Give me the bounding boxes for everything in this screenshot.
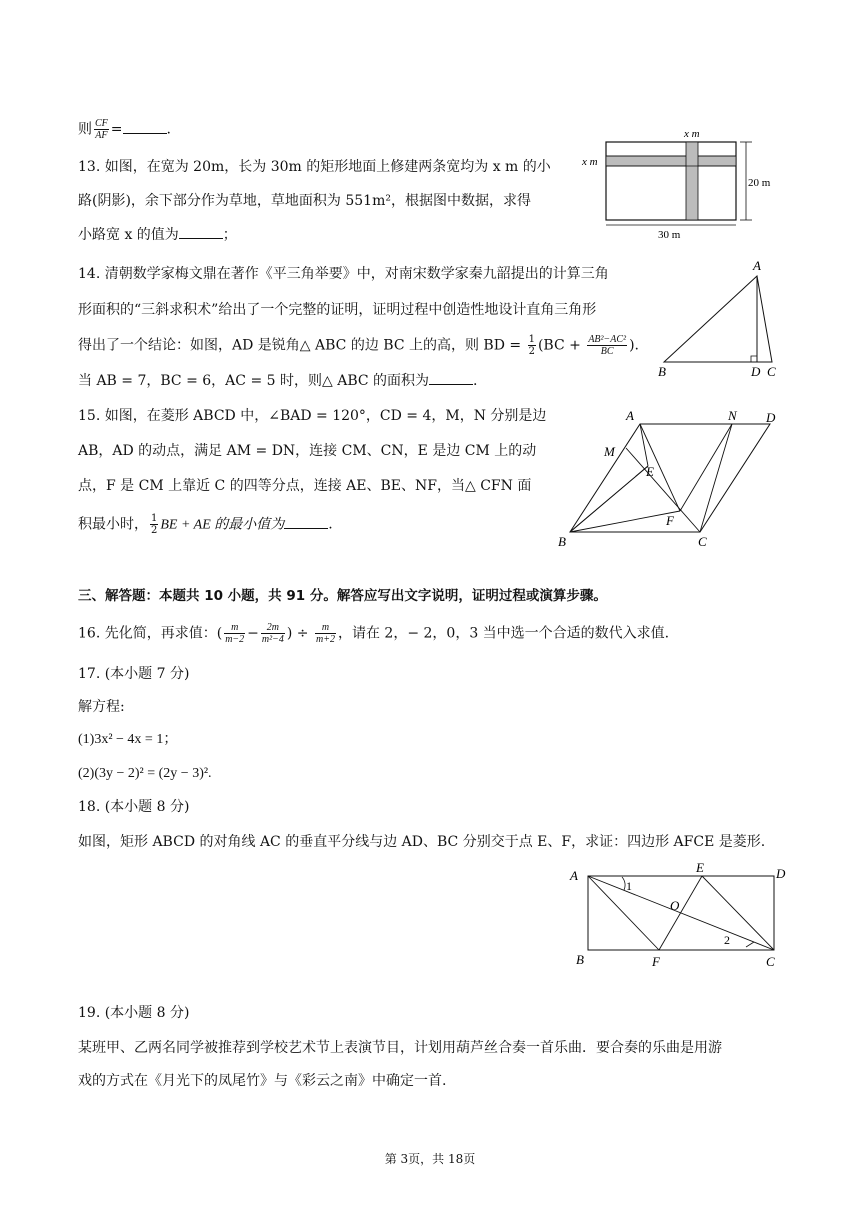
q18-label-2: 2 <box>724 933 730 947</box>
q13-line2: 路(阴影)，余下部分作为草地，草地面积为 551m²，根据图中数据，求得 <box>78 193 531 209</box>
q14-line3-c: ). <box>629 337 639 354</box>
q18-label-1: 1 <box>626 879 632 893</box>
q17-intro: 解方程: <box>78 699 125 715</box>
q13-line1: 13. 如图，在宽为 20m，长为 30m 的矩形地面上修建两条宽均为 x m 的小 <box>78 159 551 175</box>
q15-half-num: 1 <box>151 513 158 524</box>
q13-figure <box>580 124 780 244</box>
section-heading: 三、解答题：本题共 10 小题，共 91 分。解答应写出文字说明，证明过程或演算步骤。 <box>78 588 607 604</box>
page-footer: 第 3页，共 18页 <box>384 1152 476 1166</box>
answer-blank <box>179 226 223 239</box>
answer-blank <box>284 516 328 529</box>
q16-f3-num: m <box>315 622 336 634</box>
q14-label-D: D <box>751 364 761 379</box>
q15-label-B: B <box>558 534 566 549</box>
q14-label-A: A <box>753 258 761 273</box>
q14-label-B: B <box>658 364 666 379</box>
q15-label-D: D <box>766 410 776 425</box>
q15-line3: 点，F 是 CM 上靠近 C 的四等分点，连接 AE、BE、NF，当△ CFN 面 <box>78 478 532 494</box>
q13-line3-end: ； <box>222 227 237 243</box>
q16-b: ) ÷ <box>286 625 309 642</box>
q16-f3-den: m+2 <box>315 634 335 645</box>
q13-line3-text: 小路宽 x 的值为 <box>78 227 179 243</box>
answer-blank <box>429 372 473 385</box>
q15-label-C: C <box>698 534 707 549</box>
q14-line1: 14. 清朝数学家梅文鼎在著作《平三角举要》中，对南宋数学家秦九韶提出的计算三角 <box>78 266 609 282</box>
q14-line3-a: 得出了一个结论：如图，AD 是锐角△ ABC 的边 BC 上的高，则 BD = <box>78 337 522 354</box>
q12-frac-num: CF <box>95 118 108 129</box>
q18-label-A: A <box>570 868 578 883</box>
q18-figure <box>564 856 794 970</box>
q15-line1: 15. 如图，在菱形 ABCD 中，∠BAD = 120°，CD = 4，M，N 分别是边 <box>78 408 547 424</box>
q15-label-A: A <box>626 408 634 423</box>
q13-fig-top-label: x m <box>684 128 700 140</box>
q19-line1: 某班甲、乙两名同学被推荐到学校艺术节上表演节目，计划用葫芦丝合奏一首乐曲．要合奏的乐曲是用游 <box>78 1040 722 1056</box>
q14-line4-text: 当 AB = 7，BC = 6，AC = 5 时，则△ ABC 的面积为 <box>78 373 430 389</box>
q16-f2-num: 2m <box>261 622 285 634</box>
q18-label-B: B <box>576 952 584 967</box>
q18-label-E: E <box>696 860 704 875</box>
q15-label-N: N <box>728 408 737 423</box>
q18-text: 如图，矩形 ABCD 的对角线 AC 的垂直平分线与边 AD、BC 分别交于点 E、F，求证：四边形 AFCE 是菱形. <box>78 834 766 850</box>
q15-line4-a: 积最小时， <box>78 516 148 533</box>
q14-frac-num: AB²−AC² <box>588 334 627 345</box>
q15-label-E: E <box>646 464 654 479</box>
q15-half-den: 2 <box>151 525 158 536</box>
q16-c: ，请在 2，− 2，0，3 当中选一个合适的数代入求值. <box>337 625 670 642</box>
q12-end: . <box>166 121 171 138</box>
q18-label-O: O <box>670 898 680 913</box>
q16-frac2 <box>261 622 285 645</box>
q16-f1-num: m <box>224 622 245 634</box>
q17-part2: (2)(3y − 2)² = (2y − 3)². <box>78 766 212 781</box>
q16-f1-den: m−2 <box>225 634 245 645</box>
q18-label-C: C <box>766 954 775 969</box>
q14-half-den: 2 <box>528 346 535 357</box>
q15-line2: AB，AD 的动点，满足 AM = DN，连接 CM、CN，E 是边 CM 上的动 <box>78 443 537 459</box>
q17-part1: (1)3x² − 4x = 1； <box>78 732 178 747</box>
q18-label-D: D <box>776 866 786 881</box>
q16-line <box>78 622 669 645</box>
q12-frac-den: AF <box>95 130 108 141</box>
q15-half <box>150 513 158 536</box>
q19-line2: 戏的方式在《月光下的凤尾竹》与《彩云之南》中确定一首. <box>78 1073 447 1089</box>
q14-line4-end: . <box>473 373 478 389</box>
q12-prefix: 则 <box>78 121 92 138</box>
q15-figure <box>556 404 786 552</box>
q16-frac1 <box>224 622 245 645</box>
q13-fig-bottom-label: 30 m <box>658 229 681 241</box>
q14-half-num: 1 <box>528 334 535 345</box>
q13-fig-right-label: 20 m <box>748 177 771 189</box>
q12-fraction <box>94 118 109 141</box>
q12-tail <box>78 118 171 141</box>
q14-fraction <box>587 334 627 357</box>
q13-line3 <box>78 225 237 245</box>
q17-title: 17. (本小题 7 分) <box>78 666 190 682</box>
q14-line3 <box>78 334 639 357</box>
q14-frac-den: BC <box>600 346 614 357</box>
q15-label-F: F <box>666 513 674 528</box>
q14-line2: 形面积的“三斜求积术”给出了一个完整的证明，证明过程中创造性地设计直角三角形 <box>78 302 597 318</box>
q16-minus: − <box>247 625 259 642</box>
q18-title: 18. (本小题 8 分) <box>78 799 190 815</box>
q15-line4-b: BE + AE 的最小值为 <box>160 517 285 533</box>
q15-line4-end: . <box>328 516 333 533</box>
q16-f2-den: m²−4 <box>261 634 284 645</box>
q14-label-C: C <box>767 364 776 379</box>
q14-line3-b: (BC + <box>537 337 581 354</box>
q18-label-F: F <box>652 954 660 969</box>
q14-half <box>528 334 536 357</box>
q14-line4 <box>78 371 478 391</box>
q13-fig-left-label: x m <box>582 156 598 168</box>
q16-frac3 <box>315 622 336 645</box>
q12-eq: = <box>110 121 123 138</box>
q16-a: 16. 先化简，再求值：( <box>78 625 223 642</box>
q14-figure <box>654 254 784 380</box>
q19-title: 19. (本小题 8 分) <box>78 1005 190 1021</box>
answer-blank <box>123 121 167 134</box>
q15-label-M: M <box>604 444 615 459</box>
q15-line4 <box>78 513 333 536</box>
